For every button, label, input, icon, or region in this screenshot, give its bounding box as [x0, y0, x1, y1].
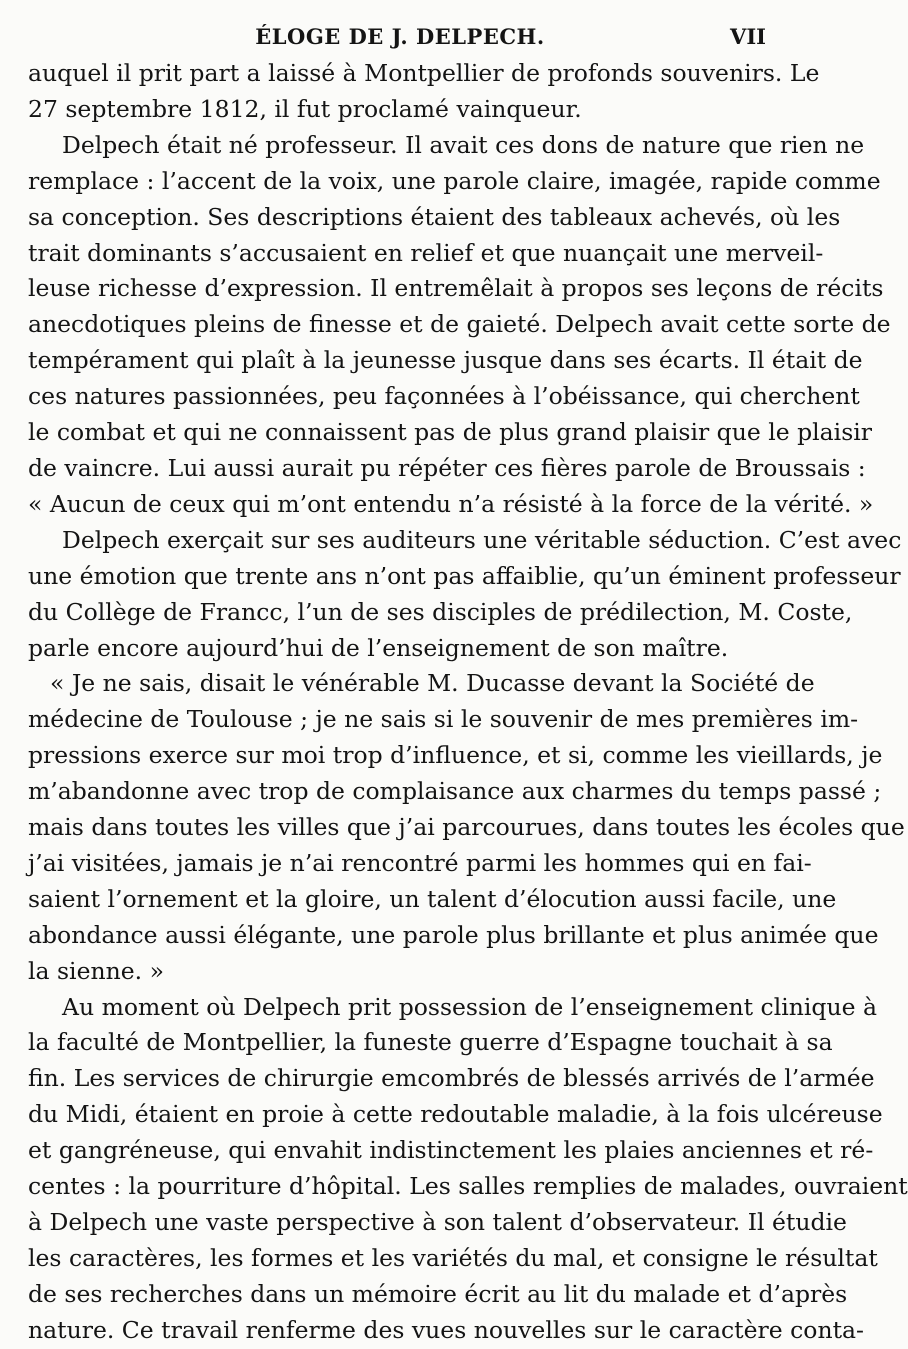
text-line: « Aucun de ceux qui m’ont entendu n’a résisté à la force de la vérité. »	[28, 489, 874, 518]
text-line: tempérament qui plaît à la jeunesse jusque dans ses écarts. Il était de	[28, 346, 863, 375]
text-line: « Je ne sais, disait le vénérable M. Ducasse devant la Société de	[50, 669, 815, 698]
text-line: ces natures passionnées, peu façonnées à l’obéissance, qui cherchent	[28, 382, 860, 411]
text-line: pressions exerce sur moi trop d’influence, et si, comme les vieillards, je	[28, 741, 883, 770]
text-line: leuse richesse d’expression. Il entremêlait à propos ses leçons de récits	[28, 274, 884, 303]
text-line: mais dans toutes les villes que j’ai parcourues, dans toutes les écoles que	[28, 813, 905, 842]
text-line: fin. Les services de chirurgie emcombrés de blessés arrivés de l’armée	[28, 1064, 875, 1093]
text-line: auquel il prit part a laissé à Montpellier de profonds souvenirs. Le	[28, 59, 820, 87]
text-line: Delpech était né professeur. Il avait ces dons de nature que rien ne	[62, 130, 865, 159]
text-line: abondance aussi élégante, une parole plus brillante et plus animée que	[28, 920, 879, 949]
text-line: de ses recherches dans un mémoire écrit au lit du malade et d’après	[28, 1279, 848, 1308]
text-line: et gangréneuse, qui envahit indistinctement les plaies anciennes et ré-	[28, 1136, 874, 1165]
text-line: 27 septembre 1812, il fut proclamé vainqueur.	[28, 94, 582, 123]
text-line: la sienne. »	[28, 956, 164, 985]
text-line: médecine de Toulouse ; je ne sais si le souvenir de mes premières im-	[28, 705, 859, 734]
page-number: VII	[730, 24, 766, 49]
text-line: les caractères, les formes et les variétés du mal, et consigne le résultat	[28, 1243, 878, 1272]
text-line: m’abandonne avec trop de complaisance aux charmes du temps passé ;	[28, 777, 882, 806]
text-line: nature. Ce travail renferme des vues nouvelles sur le caractère conta-	[28, 1315, 864, 1344]
text-line: de vaincre. Lui aussi aurait pu répéter ces fières parole de Broussais :	[28, 453, 866, 482]
text-line: remplace : l’accent de la voix, une parole claire, imagée, rapide comme	[28, 166, 881, 195]
text-line: à Delpech une vaste perspective à son talent d’observateur. Il étudie	[28, 1208, 847, 1236]
text-line: anecdotiques pleins de finesse et de gaieté. Delpech avait cette sorte de	[28, 310, 891, 339]
text-line: Au moment où Delpech prit possession de l’enseignement clinique à	[62, 992, 877, 1021]
text-line: Delpech exerçait sur ses auditeurs une véritable séduction. C’est avec	[62, 525, 902, 554]
text-line: sa conception. Ses descriptions étaient des tableaux achevés, où les	[28, 202, 841, 231]
body-text	[28, 56, 908, 1349]
text-line: parle encore aujourd’hui de l’enseignement de son maître.	[28, 633, 729, 662]
running-title: ÉLOGE DE J. DELPECH.	[255, 24, 545, 49]
text-line: j’ai visitées, jamais je n’ai rencontré parmi les hommes qui en fai-	[28, 848, 812, 877]
text-line: le combat et qui ne connaissent pas de plus grand plaisir que le plaisir	[28, 418, 873, 447]
page-header	[0, 22, 800, 52]
text-line: la faculté de Montpellier, la funeste guerre d’Espagne touchait à sa	[28, 1028, 833, 1057]
text-line: trait dominants s’accusaient en relief et que nuançait une merveil-	[28, 238, 824, 267]
text-line: centes : la pourriture d’hôpital. Les salles remplies de malades, ouvraient	[28, 1172, 908, 1201]
text-line: saient l’ornement et la gloire, un talent d’élocution aussi facile, une	[28, 884, 837, 913]
text-line: du Midi, étaient en proie à cette redoutable maladie, à la fois ulcéreuse	[28, 1100, 883, 1129]
text-line: du Collège de Francc, l’un de ses disciples de prédilection, M. Coste,	[28, 597, 853, 626]
text-line: une émotion que trente ans n’ont pas affaiblie, qu’un éminent professeur	[28, 561, 901, 590]
